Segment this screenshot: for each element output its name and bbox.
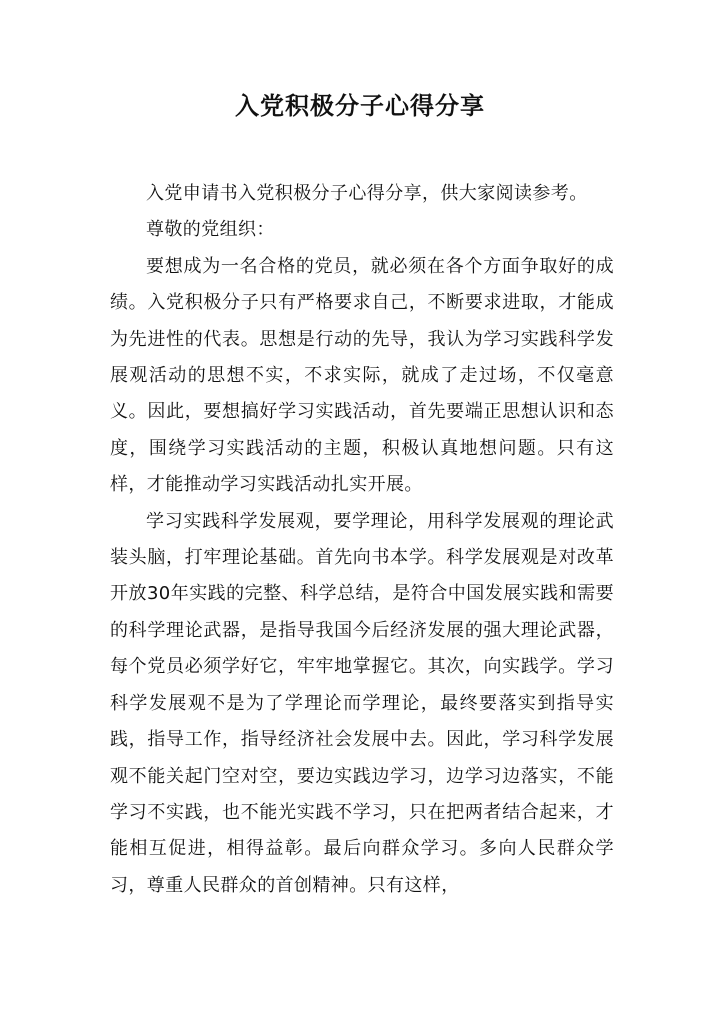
document-title: 入党积极分子心得分享 <box>235 92 485 120</box>
document-body <box>110 176 614 904</box>
intro-paragraph: 入党申请书入党积极分子心得分享，供大家阅读参考。 <box>146 183 588 204</box>
salutation: 尊敬的党组织： <box>146 219 275 241</box>
body-paragraph: 要想成为一名合格的党员，就必须在各个方面争取好的成绩。入党积极分子只有严格要求自己，不断要求进取，才能成为先进性的代表。思想是行动的先导，我认为学习实践科学发展观活动的思想不实，不求实际，就成了走过场，不仅毫意义。因此，要想搞好学习实践活动，首先要端正思想认识和态度，围绕学习实践活动的主题，积极认真地想问题。只有这样，才能推动学习实践活动扎实开展。 <box>110 255 614 496</box>
body-paragraph: 学习实践科学发展观，要学理论，用科学发展观的理论武装头脑，打牢理论基础。首先向书本学。科学发展观是对改革开放30年实践的完整、科学总结，是符合中国发展实践和需要的科学理论武器，是指导我国今后经济发展的强大理论武器，每个党员必须学好它，牢牢地掌握它。其次，向实践学。学习科学发展观不是为了学理论而学理论，最终要落实到指导实践，指导工作，指导经济社会发展中去。因此，学习科学发展观不能关起门空对空，要边实践边学习，边学习边落实，不能学习不实践，也不能光实践不学习，只在把两者结合起来，才能相互促进，相得益彰。最后向群众学习。多向人民群众学习，尊重人民群众的首创精神。只有这样， <box>110 510 614 896</box>
